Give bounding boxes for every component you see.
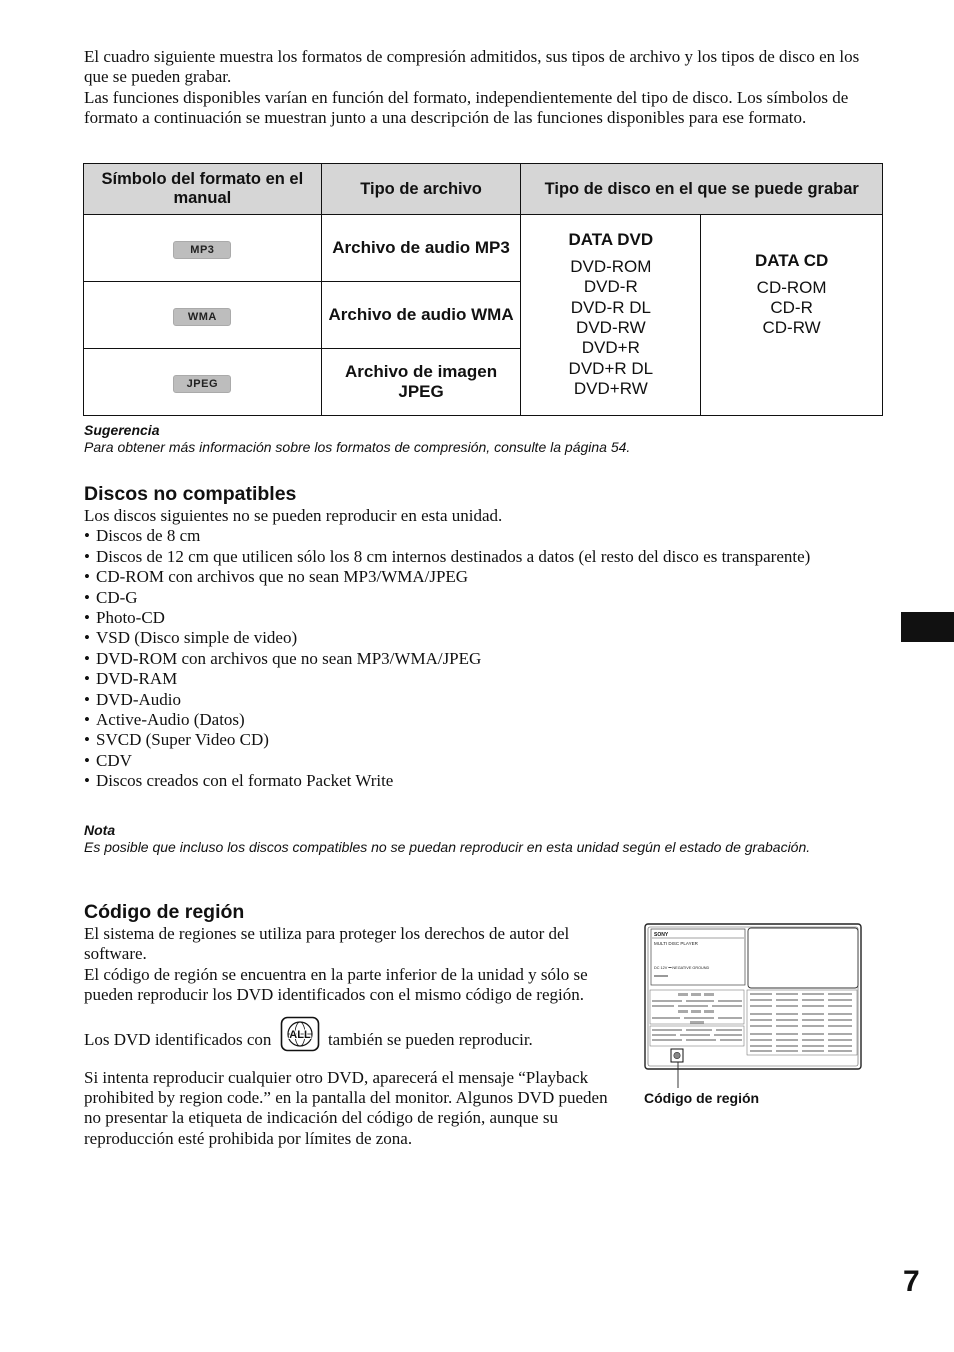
dvd-item: DVD-ROM [570,256,652,276]
jpeg-badge-icon: JPEG [173,375,231,393]
section-tab-marker [901,612,954,642]
dvd-item: DVD+R [581,338,640,358]
svg-text:DC 12V ⎓ NEGATIVE GROUND: DC 12V ⎓ NEGATIVE GROUND [654,966,710,970]
mp3-badge-icon: MP3 [173,241,231,259]
tip-text: Para obtener más información sobre los formatos de compresión, consulte la página 54. [84,439,631,455]
tip-block [84,422,884,456]
cd-item: CD-RW [762,318,821,338]
note-title: Nota [84,822,116,838]
incompatible-discs-heading: Discos no compatibles [84,483,297,505]
list-item: • Discos de 12 cm que utilicen sólo los 8 cm internos destinados a datos (el resto del disco es transparente) [84,547,884,567]
data-cd-cell [701,215,883,416]
list-item: • DVD-Audio [84,690,884,710]
table-row [84,215,883,282]
list-item: • VSD (Disco simple de video) [84,628,884,648]
list-item: • Photo-CD [84,608,884,628]
list-item: • SVCD (Super Video CD) [84,730,884,750]
data-cd-heading: DATA CD [754,251,829,271]
dvd-item: DVD+RW [573,379,648,399]
cd-item: CD-R [770,298,813,317]
dvd-item: DVD-R DL [570,297,651,317]
wma-badge-icon: WMA [173,308,231,326]
format-table [83,163,883,416]
incompatible-discs-list [84,526,884,791]
list-item: • CDV [84,751,884,771]
cd-item: CD-ROM [756,277,827,297]
region-p3-after: también se pueden reproducir. [327,1029,533,1049]
svg-text:SONY: SONY [654,932,669,938]
file-type-cell: Archivo de imagen JPEG [321,349,521,416]
region-code-section [84,900,612,1149]
region-paragraph-1: El sistema de regiones se utiliza para proteger los derechos de autor del software. [84,924,570,964]
file-type-cell: Archivo de audio WMA [321,282,521,349]
list-item: • DVD-RAM [84,669,884,689]
data-dvd-cell [521,215,701,416]
note-text: Es posible que incluso los discos compatibles no se puedan reproducir en esta unidad según el estado de grabación. [84,839,811,855]
list-item: • Discos de 8 cm [84,526,884,546]
list-item: • Discos creados con el formato Packet Write [84,771,884,791]
list-item: • CD-ROM con archivos que no sean MP3/WMA/JPEG [84,567,884,587]
header-symbol: Símbolo del formato en el manual [84,164,322,215]
region-paragraph-3 [84,1016,612,1066]
data-dvd-heading: DATA DVD [568,230,654,250]
dvd-item: DVD-RW [576,318,646,337]
list-item: • DVD-ROM con archivos que no sean MP3/WMA/JPEG [84,649,884,669]
list-item: • CD-G [84,588,884,608]
incompatible-discs-intro: Los discos siguientes no se pueden reproducir en esta unidad. [84,506,503,525]
region-paragraph-2: El código de región se encuentra en la parte inferior de la unidad y sólo se pueden reproducir los DVD identificados con el mismo código de región. [84,964,588,1005]
svg-text:ALL: ALL [288,1028,311,1041]
region-code-heading: Código de región [84,901,245,923]
intro-paragraph-1: El cuadro siguiente muestra los formatos de compresión admitidos, sus tipos de archivo y los tipos de disco en los que se pueden grabar. [84,47,860,87]
table-header-row [84,164,883,215]
note-block [84,822,864,856]
region-all-icon [280,1016,320,1066]
list-item: • Active-Audio (Datos) [84,710,884,730]
intro-paragraph-2: Las funciones disponibles varían en función del formato, independientemente del tipo de disco. Los símbolos de formato a continuación se muestran junto a una descripción de las funciones disponibles para ese formato. [84,87,849,128]
symbol-cell [84,282,322,349]
unit-bottom-figure [644,923,862,1103]
dvd-item: DVD+R DL [568,358,654,378]
figure-caption: Código de región [644,1090,760,1106]
region-paragraph-4: Si intenta reproducir cualquier otro DVD, aparecerá el mensaje “Playback prohibited by region code.” en la pantalla del monitor. Algunos DVD pueden no presentar la etiqueta de indicación del código de región, aunque su reproducción esté prohibida por límites de zona. [84,1067,608,1148]
dvd-item: DVD-R [583,277,638,297]
svg-text:MULTI DISC PLAYER: MULTI DISC PLAYER [654,941,698,946]
header-file-type: Tipo de archivo [321,164,521,215]
page-number: 7 [903,1265,920,1298]
header-disc-type: Tipo de disco en el que se puede grabar [521,164,883,215]
file-type-cell: Archivo de audio MP3 [321,215,521,282]
intro-text [84,47,884,129]
incompatible-discs-section [84,482,884,792]
symbol-cell [84,349,322,416]
symbol-cell [84,215,322,282]
tip-title: Sugerencia [84,422,160,438]
region-p3-before: Los DVD identificados con [84,1029,272,1049]
